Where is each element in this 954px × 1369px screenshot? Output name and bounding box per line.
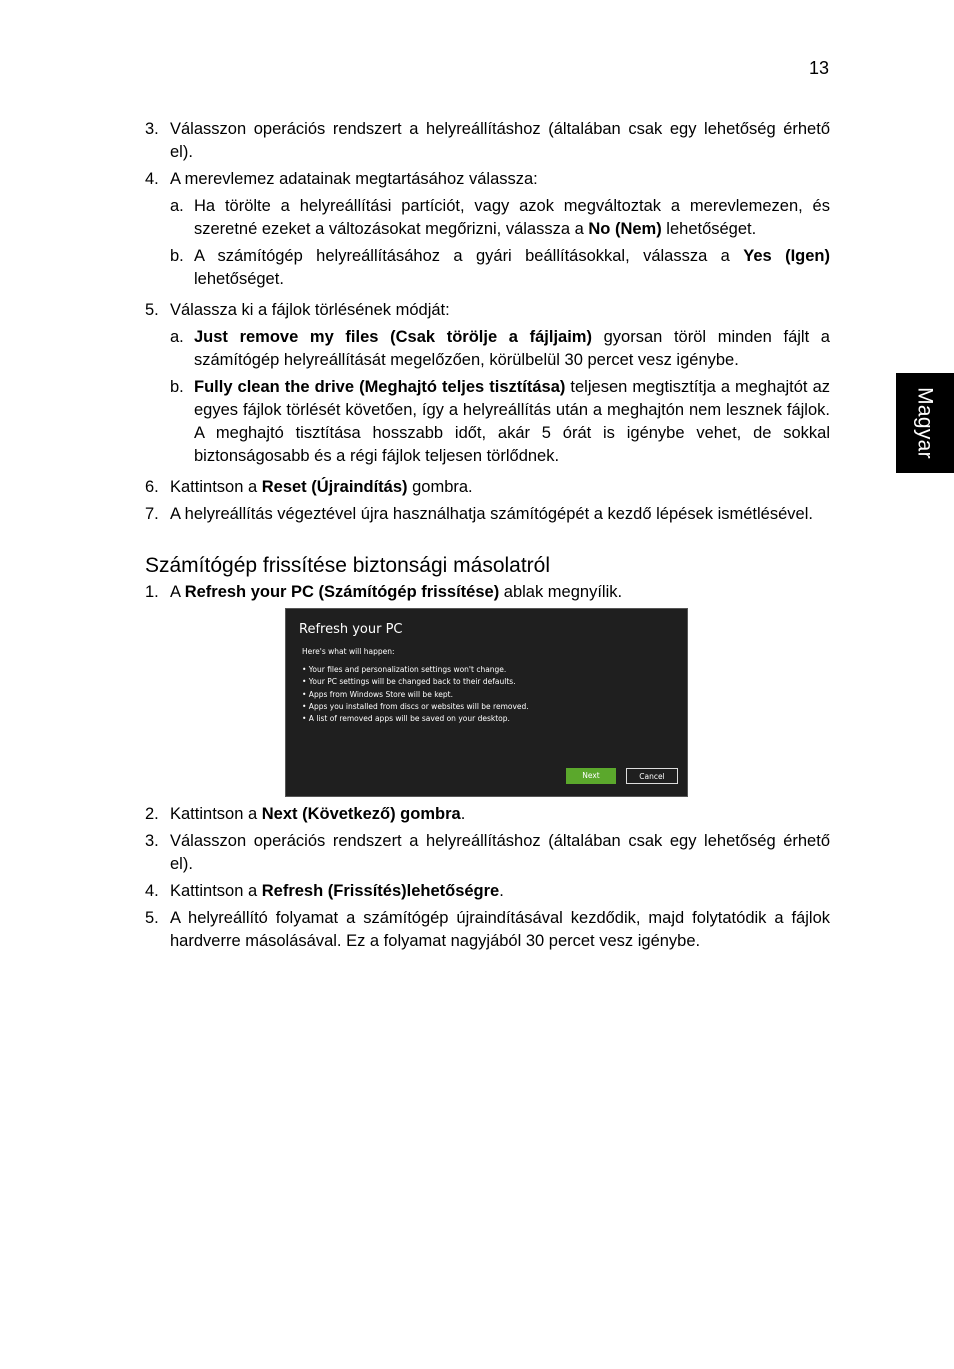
list-item [145, 118, 830, 164]
sub-letter: b. [170, 378, 184, 396]
list-text: A helyreállítás végeztével újra használhatja számítógépét a kezdő lépések ismétlésével. [170, 505, 813, 523]
sub-letter: b. [170, 247, 184, 265]
cancel-button[interactable]: Cancel [626, 768, 678, 784]
list-number: 1. [145, 583, 159, 601]
page-content [145, 118, 830, 957]
list-item [145, 830, 830, 876]
next-button[interactable]: Next [566, 768, 616, 784]
section-heading: Számítógép frissítése biztonsági másolatról [145, 554, 551, 577]
list-item [145, 299, 830, 472]
screenshot-intro: Here's what will happen: [302, 647, 395, 656]
sub-letter: a. [170, 197, 184, 215]
list-number: 5. [145, 909, 159, 927]
list-number: 2. [145, 805, 159, 823]
sub-text: Ha törölte a helyreállítási partíciót, vagy azok megváltoztak a merevlemezen, és szeretné ezeket a változásokat megőrizni, válassza a No (Nem) lehetőséget. [194, 197, 830, 238]
sub-item [170, 326, 830, 372]
list-text: Válassza ki a fájlok törlésének módját: [170, 301, 450, 319]
list-text: Kattintson a Next (Következő) gombra. [170, 805, 466, 823]
list-item [145, 803, 830, 826]
list-item [145, 168, 830, 295]
screenshot-bullet: • Apps from Windows Store will be kept. [302, 689, 453, 699]
list-body [170, 299, 830, 472]
refresh-pc-screenshot [285, 608, 688, 797]
list-text: Kattintson a Refresh (Frissítés)lehetőségre. [170, 882, 504, 900]
sub-item [170, 376, 830, 468]
list-text: A Refresh your PC (Számítógép frissítése) ablak megnyílik. [170, 583, 623, 601]
page-number: 13 [808, 58, 829, 78]
language-tab-label: Magyar [913, 387, 937, 459]
list-number: 3. [145, 120, 159, 138]
list-text: Kattintson a Reset (Újraindítás) gombra. [170, 478, 473, 496]
list-number: 3. [145, 832, 159, 850]
list-text: Válasszon operációs rendszert a helyreállításhoz (általában csak egy lehetőség érhető el). [170, 832, 830, 873]
screenshot-bullet-list [302, 664, 529, 725]
sub-text: A számítógép helyreállításához a gyári beállításokkal, válassza a Yes (Igen) lehetőséget. [194, 247, 830, 288]
list-item [145, 880, 830, 903]
list-item [145, 476, 830, 499]
list-number: 4. [145, 170, 159, 188]
sub-text: Fully clean the drive (Meghajtó teljes tisztítása) teljesen megtisztítja a meghajtót az egyes fájlok törlését követően, így a helyreállítás után a meghajtón nem lesznek fájlok. A meghajtó tisztítása hosszabb időt, akár 5 órát is igénybe vehet, de sokkal biztonságosabb és a régi fájlok teljesen törlődnek. [194, 378, 830, 465]
list-number: 6. [145, 478, 159, 496]
list-item [145, 503, 830, 526]
screenshot-bullet: • Apps you installed from discs or websites will be removed. [302, 701, 529, 711]
list-number: 7. [145, 505, 159, 523]
language-tab [896, 373, 954, 473]
list-number: 4. [145, 882, 159, 900]
list-number: 5. [145, 301, 159, 319]
sub-text: Just remove my files (Csak törölje a fájljaim) gyorsan töröl minden fájlt a számítógép helyreállítását megelőzően, körülbelül 30 percet vesz igénybe. [194, 328, 830, 369]
list-text: A merevlemez adatainak megtartásához válassza: [170, 170, 538, 188]
screenshot-bullet: • A list of removed apps will be saved on your desktop. [302, 714, 510, 724]
list-item [145, 907, 830, 953]
sub-item [170, 195, 830, 241]
sub-item [170, 245, 830, 291]
list-text: A helyreállító folyamat a számítógép újraindításával kezdődik, majd folytatódik a fájlok hardverre másolásával. Ez a folyamat nagyjából 30 percet vesz igénybe. [170, 909, 830, 950]
screenshot-bullet: • Your files and personalization settings won't change. [302, 665, 507, 674]
list-item [145, 581, 830, 604]
screenshot-bullet: • Your PC settings will be changed back to their defaults. [302, 677, 516, 687]
list-body [170, 168, 830, 295]
screenshot-title: Refresh your PC [299, 622, 403, 637]
sub-letter: a. [170, 328, 184, 346]
list-text: Válasszon operációs rendszert a helyreállításhoz (általában csak egy lehetőség érhető el). [170, 120, 830, 161]
